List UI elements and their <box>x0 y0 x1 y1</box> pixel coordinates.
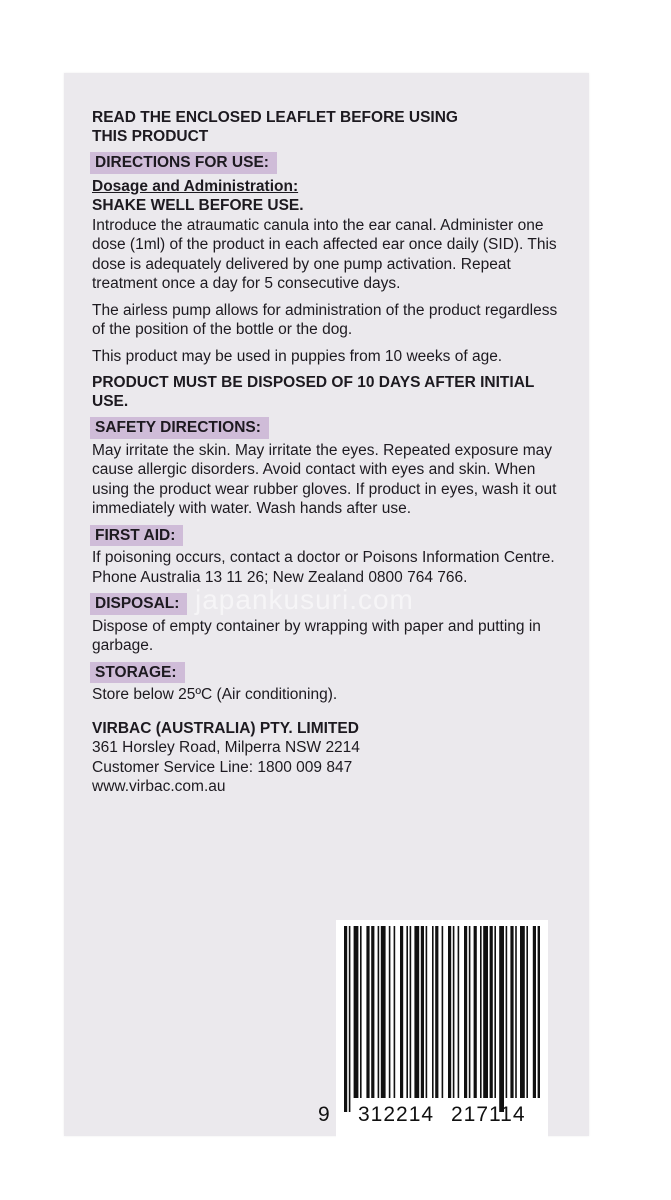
barcode-bar <box>378 926 380 1098</box>
barcode-bar <box>490 926 493 1098</box>
barcode-digit-first: 9 <box>318 1103 331 1126</box>
barcode-bar <box>474 926 477 1098</box>
first-aid-text: If poisoning occurs, contact a doctor or Poisons Information Centre. Phone Australia 13 11 26; New Zealand 0800 764 766. <box>92 549 555 586</box>
directions-para1: Introduce the atraumatic canula into the ear canal. Administer one dose (1ml) of the product in each affected ear once daily (SID). This dose is adequately delivered by one pump activation. Repeat treatment once a day for 5 consecutive days. <box>92 216 557 292</box>
read-leaflet-notice: READ THE ENCLOSED LEAFLET BEFORE USING THIS PRODUCT <box>92 109 458 145</box>
storage-text: Store below 25ºC (Air conditioning). <box>92 686 338 703</box>
barcode <box>318 920 548 1138</box>
disposal-text: Dispose of empty container by wrapping with paper and putting in garbage. <box>92 617 541 654</box>
barcode-bar <box>432 926 434 1098</box>
barcode-bar <box>494 926 496 1098</box>
barcode-bar <box>344 926 347 1112</box>
safety-text: May irritate the skin. May irritate the eyes. Repeated exposure may cause allergic disorders. Avoid contact with eyes and skin. When using the product wear rubber gloves. If product in eyes, wash it out immediately with water. Wash hands after use. <box>92 441 557 517</box>
barcode-bar <box>360 926 362 1098</box>
barcode-bar <box>435 926 438 1098</box>
barcode-bar <box>442 926 444 1098</box>
barcode-bar <box>526 926 528 1098</box>
company-website: www.virbac.com.au <box>92 778 226 795</box>
dosage-title: Dosage and Administration: <box>92 177 299 195</box>
directions-para2: The airless pump allows for administration of the product regardless of the position of the bottle or the dog. <box>92 301 558 338</box>
barcode-bar <box>520 926 525 1098</box>
barcode-bar <box>354 926 359 1098</box>
barcode-bar <box>381 926 386 1098</box>
barcode-group-right: 217114 <box>451 1103 526 1126</box>
barcode-bar <box>464 926 467 1098</box>
barcode-bar <box>349 926 351 1112</box>
barcode-bar <box>410 926 412 1098</box>
barcode-bar <box>483 926 488 1098</box>
barcode-bar <box>469 926 471 1098</box>
barcode-bar <box>453 926 455 1098</box>
watermark-text: japankusuri.com <box>195 584 414 615</box>
directions-para3: This product may be used in puppies from 10 weeks of age. <box>92 347 503 365</box>
barcode-bar <box>371 926 374 1098</box>
barcode-bar <box>538 926 540 1098</box>
barcode-bar <box>421 926 424 1098</box>
barcode-bar <box>448 926 451 1098</box>
barcode-bars <box>344 926 540 1112</box>
barcode-bar <box>458 926 460 1098</box>
barcode-bar <box>406 926 408 1098</box>
company-address: 361 Horsley Road, Milperra NSW 2214 <box>92 739 360 756</box>
barcode-bar <box>510 926 513 1098</box>
barcode-bar <box>414 926 419 1098</box>
shake-notice: SHAKE WELL BEFORE USE. <box>92 197 304 214</box>
barcode-bar <box>394 926 396 1098</box>
directions-header: DIRECTIONS FOR USE: <box>90 152 277 174</box>
barcode-bar <box>533 926 536 1098</box>
storage-header: STORAGE: <box>90 662 185 684</box>
barcode-bar <box>366 926 369 1098</box>
barcode-bar <box>426 926 428 1098</box>
barcode-bar <box>499 926 504 1112</box>
company-name: VIRBAC (AUSTRALIA) PTY. LIMITED <box>92 719 359 737</box>
barcode-bar <box>389 926 391 1098</box>
first-aid-header: FIRST AID: <box>90 525 183 547</box>
barcode-bar <box>480 926 482 1098</box>
leaflet-content <box>92 108 562 797</box>
dispose-notice: PRODUCT MUST BE DISPOSED OF 10 DAYS AFTER INITIAL USE. <box>92 374 535 410</box>
company-service-line: Customer Service Line: 1800 009 847 <box>92 758 353 776</box>
company-block <box>92 719 562 797</box>
barcode-bar <box>400 926 403 1098</box>
safety-header: SAFETY DIRECTIONS: <box>90 417 269 439</box>
disposal-header: DISPOSAL: <box>90 593 187 615</box>
barcode-bar <box>515 926 517 1098</box>
barcode-bar <box>506 926 508 1098</box>
barcode-group-left: 312214 <box>358 1103 435 1126</box>
